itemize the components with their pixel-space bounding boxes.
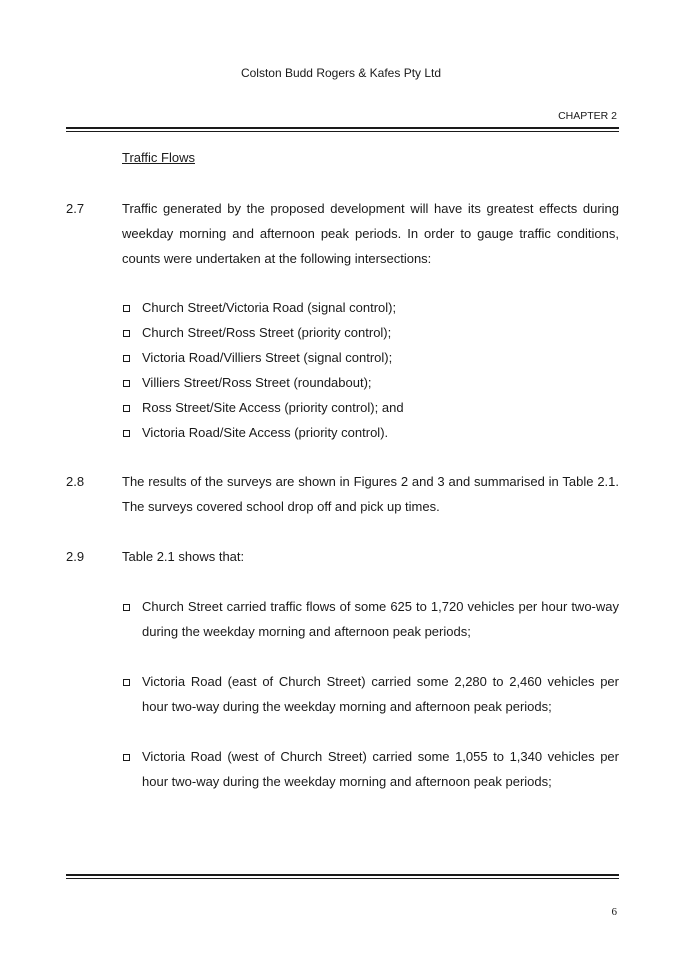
paragraph-text: Traffic generated by the proposed development will have its greatest effects during weekday morning and afternoon peak periods. In order to gauge traffic conditions, counts were undertaken at the following intersections: — [122, 201, 619, 266]
paragraph-number: 2.8 — [66, 474, 85, 489]
paragraph-text: Table 2.1 shows that: — [122, 549, 245, 564]
chapter-label: CHAPTER 2 — [558, 110, 617, 122]
list-item: Ross Street/Site Access (priority control); and — [122, 395, 619, 420]
list-item: Church Street carried traffic flows of some 625 to 1,720 vehicles per hour two-way during the weekday morning and afternoon peak periods; — [122, 594, 619, 644]
list-item: Victoria Road/Villiers Street (signal control); — [122, 345, 619, 370]
page-number: 6 — [611, 906, 617, 918]
checkbox-bullet-icon — [123, 380, 130, 387]
list-item: Victoria Road (east of Church Street) carried some 2,280 to 2,460 vehicles per hour two-way during the weekday morning and afternoon peak periods; — [122, 669, 619, 719]
paragraph-2-9 — [66, 544, 619, 569]
paragraph-number: 2.7 — [66, 201, 85, 216]
checkbox-bullet-icon — [123, 754, 130, 761]
paragraph-2-7 — [66, 196, 619, 271]
checkbox-bullet-icon — [123, 305, 130, 312]
intersection-list — [122, 295, 619, 445]
section-heading: Traffic Flows — [122, 150, 195, 165]
list-item: Church Street/Victoria Road (signal control); — [122, 295, 619, 320]
header-rule — [66, 127, 619, 132]
checkbox-bullet-icon — [123, 604, 130, 611]
company-name: Colston Budd Rogers & Kafes Pty Ltd — [240, 66, 442, 80]
list-item: Church Street/Ross Street (priority control); — [122, 320, 619, 345]
checkbox-bullet-icon — [123, 355, 130, 362]
paragraph-number: 2.9 — [66, 549, 85, 564]
checkbox-bullet-icon — [123, 330, 130, 337]
findings-list — [122, 594, 619, 819]
paragraph-2-8 — [66, 469, 619, 519]
list-item: Victoria Road (west of Church Street) carried some 1,055 to 1,340 vehicles per hour two-way during the weekday morning and afternoon peak periods; — [122, 744, 619, 794]
list-item: Villiers Street/Ross Street (roundabout); — [122, 370, 619, 395]
list-item: Victoria Road/Site Access (priority control). — [122, 420, 619, 445]
footer-rule — [66, 874, 619, 879]
checkbox-bullet-icon — [123, 679, 130, 686]
checkbox-bullet-icon — [123, 405, 130, 412]
checkbox-bullet-icon — [123, 430, 130, 437]
paragraph-text: The results of the surveys are shown in Figures 2 and 3 and summarised in Table 2.1. The surveys covered school drop off and pick up times. — [122, 474, 619, 514]
